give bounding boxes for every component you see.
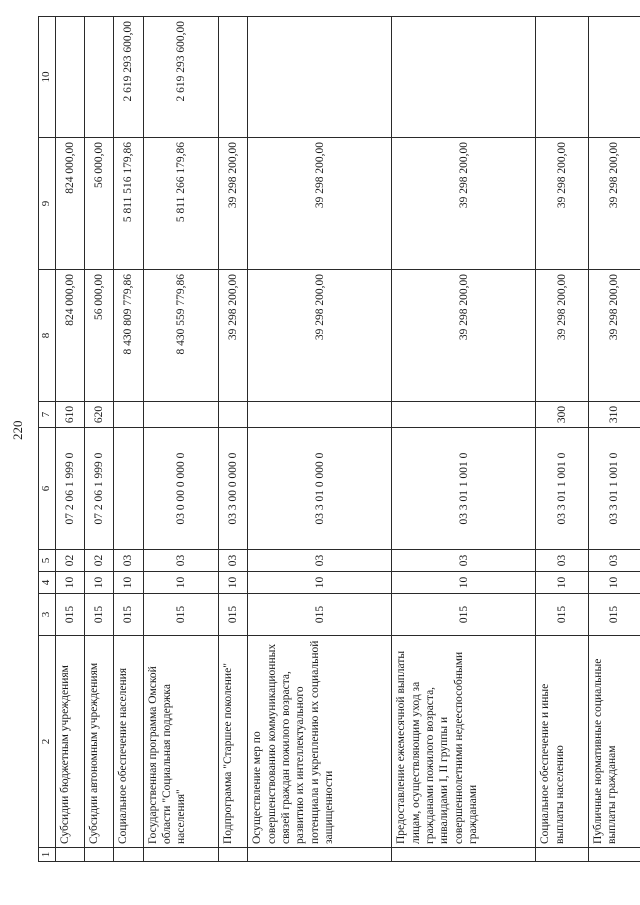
amount-part-1: 5 811 266 179,86 (143, 138, 218, 270)
table-row (85, 17, 114, 862)
amount-total: 8 430 809 779,86 (114, 270, 143, 402)
section-code: 10 (588, 572, 640, 594)
amount-part-1: 39 298 200,00 (248, 138, 392, 270)
expense-type-code (218, 402, 247, 428)
amount-part-1: 824 000,00 (55, 138, 84, 270)
expense-type-code: 610 (55, 402, 84, 428)
section-code: 10 (85, 572, 114, 594)
subsection-code: 02 (85, 550, 114, 572)
expense-type-code: 300 (536, 402, 588, 428)
amount-part-2 (392, 17, 536, 138)
ministry-code: 015 (114, 594, 143, 636)
expense-type-code (143, 402, 218, 428)
expense-type-code (114, 402, 143, 428)
subsection-code: 03 (218, 550, 247, 572)
target-article-code: 03 0 00 0 000 0 (143, 428, 218, 550)
subsection-code: 03 (536, 550, 588, 572)
amount-total: 39 298 200,00 (248, 270, 392, 402)
page-number: 220 (10, 420, 25, 440)
section-code: 10 (218, 572, 247, 594)
amount-part-2 (85, 17, 114, 138)
target-article-code: 03 3 01 0 000 0 (248, 428, 392, 550)
row-index (114, 848, 143, 862)
subsection-code: 03 (392, 550, 536, 572)
subsection-code: 03 (248, 550, 392, 572)
column-header: 2 (39, 636, 56, 848)
table-row (536, 17, 588, 862)
ministry-code: 015 (248, 594, 392, 636)
target-article-code: 03 3 01 1 001 0 (392, 428, 536, 550)
column-header: 3 (39, 594, 56, 636)
ministry-code: 015 (55, 594, 84, 636)
column-header: 5 (39, 550, 56, 572)
section-code: 10 (536, 572, 588, 594)
column-header: 7 (39, 402, 56, 428)
amount-part-1: 56 000,00 (85, 138, 114, 270)
expense-type-code: 310 (588, 402, 640, 428)
ministry-code: 015 (588, 594, 640, 636)
column-header: 10 (39, 17, 56, 138)
column-number-row (39, 17, 56, 862)
subsection-code: 03 (588, 550, 640, 572)
target-article-code (114, 428, 143, 550)
table-row (55, 17, 84, 862)
amount-part-2 (218, 17, 247, 138)
budget-table-sheet (38, 17, 640, 862)
expense-type-code: 620 (85, 402, 114, 428)
expense-name: Предоставление ежемесячной выплаты лицам, осуществляющим уход за гражданами пожилого возраста, инвалидами I, II группы и совершеннолетними недееспособными гражданами (392, 636, 536, 848)
amount-part-1: 39 298 200,00 (536, 138, 588, 270)
section-code: 10 (248, 572, 392, 594)
amount-part-2: 2 619 293 600,00 (143, 17, 218, 138)
amount-part-2 (248, 17, 392, 138)
expense-name: Публичные нормативные социальные выплаты гражданам (588, 636, 640, 848)
target-article-code: 07 2 06 1 999 0 (85, 428, 114, 550)
target-article-code: 03 3 00 0 000 0 (218, 428, 247, 550)
ministry-code: 015 (218, 594, 247, 636)
expense-name: Государственная программа Омской области "Социальная поддержка населения" (143, 636, 218, 848)
subsection-code: 03 (143, 550, 218, 572)
expense-name: Субсидии бюджетным учреждениям (55, 636, 84, 848)
table-row (143, 17, 218, 862)
amount-total: 39 298 200,00 (536, 270, 588, 402)
expense-type-code (392, 402, 536, 428)
ministry-code: 015 (85, 594, 114, 636)
amount-part-2 (588, 17, 640, 138)
column-header: 8 (39, 270, 56, 402)
expense-name: Субсидии автономным учреждениям (85, 636, 114, 848)
subsection-code: 03 (114, 550, 143, 572)
row-index (218, 848, 247, 862)
amount-total: 39 298 200,00 (218, 270, 247, 402)
subsection-code: 02 (55, 550, 84, 572)
amount-total: 8 430 559 779,86 (143, 270, 218, 402)
target-article-code: 03 3 01 1 001 0 (536, 428, 588, 550)
row-index (143, 848, 218, 862)
amount-part-1: 39 298 200,00 (392, 138, 536, 270)
section-code: 10 (392, 572, 536, 594)
column-header: 1 (39, 848, 56, 862)
ministry-code: 015 (143, 594, 218, 636)
row-index (588, 848, 640, 862)
expense-name: Социальное обеспечение населения (114, 636, 143, 848)
amount-part-2 (536, 17, 588, 138)
row-index (85, 848, 114, 862)
amount-part-1: 5 811 516 179,86 (114, 138, 143, 270)
table-row (218, 17, 247, 862)
column-header: 6 (39, 428, 56, 550)
expense-type-code (248, 402, 392, 428)
section-code: 10 (143, 572, 218, 594)
budget-table (38, 16, 640, 862)
target-article-code: 03 3 01 1 001 0 (588, 428, 640, 550)
row-index (55, 848, 84, 862)
expense-name: Социальное обеспечение и иные выплаты населению (536, 636, 588, 848)
table-row (392, 17, 536, 862)
section-code: 10 (114, 572, 143, 594)
amount-part-1: 39 298 200,00 (588, 138, 640, 270)
column-header: 9 (39, 138, 56, 270)
ministry-code: 015 (392, 594, 536, 636)
amount-total: 39 298 200,00 (392, 270, 536, 402)
row-index (536, 848, 588, 862)
table-row (588, 17, 640, 862)
expense-name: Осуществление мер по совершенствованию коммуникационных связей граждан пожилого возраста, развитию их интеллектуального потенциала и укреплению их социальной защищенности (248, 636, 392, 848)
amount-total: 39 298 200,00 (588, 270, 640, 402)
table-row (114, 17, 143, 862)
section-code: 10 (55, 572, 84, 594)
target-article-code: 07 2 06 1 999 0 (55, 428, 84, 550)
row-index (392, 848, 536, 862)
expense-name: Подпрограмма "Старшее поколение" (218, 636, 247, 848)
amount-part-1: 39 298 200,00 (218, 138, 247, 270)
amount-total: 56 000,00 (85, 270, 114, 402)
amount-total: 824 000,00 (55, 270, 84, 402)
table-row (248, 17, 392, 862)
ministry-code: 015 (536, 594, 588, 636)
row-index (248, 848, 392, 862)
amount-part-2: 2 619 293 600,00 (114, 17, 143, 138)
amount-part-2 (55, 17, 84, 138)
column-header: 4 (39, 572, 56, 594)
